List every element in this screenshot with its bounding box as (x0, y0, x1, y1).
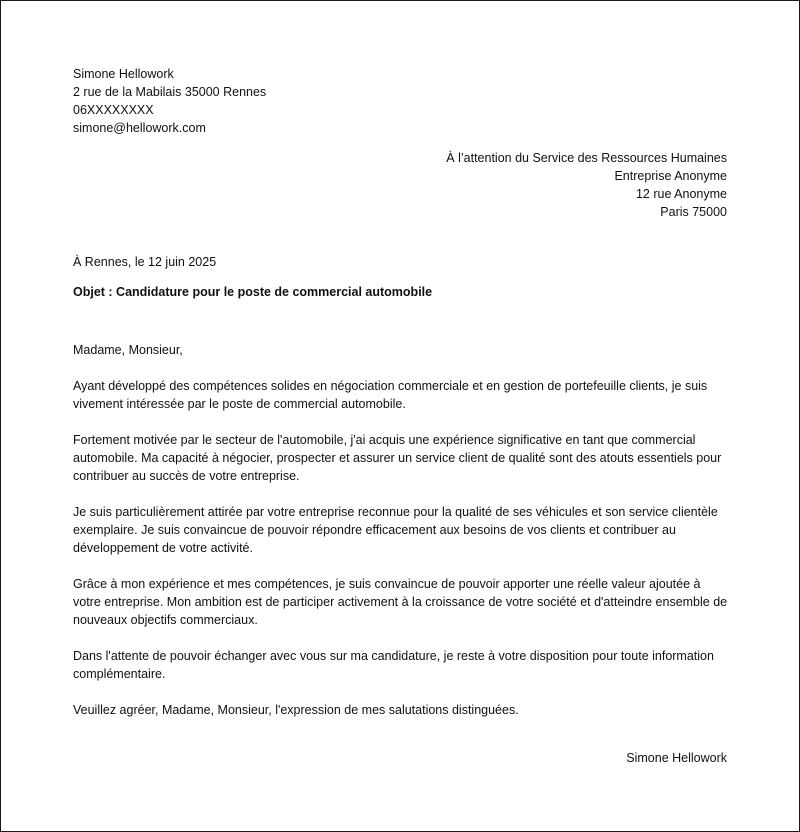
sender-email: simone@hellowork.com (73, 121, 206, 135)
recipient-company: Entreprise Anonyme (614, 169, 727, 183)
body-paragraph: Grâce à mon expérience et mes compétences, je suis convaincue de pouvoir apporter une réelle valeur ajoutée à votre entreprise. Mon ambition est de participer activement à la croissance de votre société et d'atteindre ensemble de nouveaux objectifs commerciaux. (73, 577, 728, 627)
sender-block (73, 65, 266, 137)
sender-address: 2 rue de la Mabilais 35000 Rennes (73, 85, 267, 99)
letter-subject: Objet : Candidature pour le poste de commercial automobile (73, 285, 433, 299)
signature: Simone Hellowork (626, 751, 727, 765)
letter-body (73, 341, 731, 737)
letter-date: À Rennes, le 12 juin 2025 (73, 255, 217, 269)
body-paragraph: Ayant développé des compétences solides en négociation commerciale et en gestion de portefeuille clients, je suis vivement intéressée par le poste de commercial automobile. (73, 379, 708, 411)
sender-name: Simone Hellowork (73, 67, 174, 81)
recipient-block (446, 149, 727, 221)
salutation: Madame, Monsieur, (73, 343, 183, 357)
closing-paragraph: Veuillez agréer, Madame, Monsieur, l'expression de mes salutations distinguées. (73, 703, 519, 717)
sender-phone: 06XXXXXXXX (73, 103, 154, 117)
recipient-city: Paris 75000 (660, 205, 727, 219)
recipient-attention: À l’attention du Service des Ressources Humaines (446, 151, 727, 165)
body-paragraph: Fortement motivée par le secteur de l'automobile, j'ai acquis une expérience significative en tant que commercial automobile. Ma capacité à négocier, prospecter et assurer un service client de qualité sont des atouts essentiels pour contribuer au succès de votre entreprise. (73, 433, 722, 483)
recipient-street: 12 rue Anonyme (635, 187, 727, 201)
body-paragraph: Dans l'attente de pouvoir échanger avec vous sur ma candidature, je reste à votre disposition pour toute information complémentaire. (73, 649, 714, 681)
body-paragraph: Je suis particulièrement attirée par votre entreprise reconnue pour la qualité de ses véhicules et son service clientèle exemplaire. Je suis convaincue de pouvoir répondre efficacement aux besoins de vos clients et contribuer au développement de votre activité. (73, 505, 718, 555)
